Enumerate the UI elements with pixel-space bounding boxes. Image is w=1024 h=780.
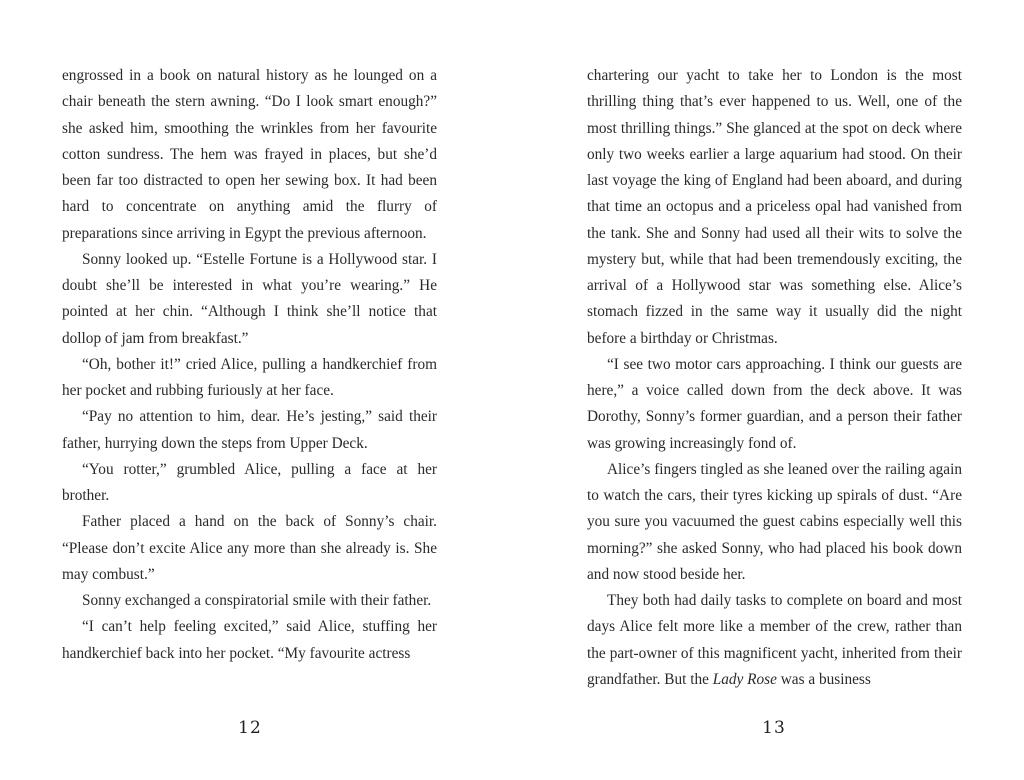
paragraph: “I see two motor cars approaching. I think our guests are here,” a voice called down from the deck above. It was Dorothy, Sonny’s former guardian, and a person their father was growing increasingly fond of. bbox=[587, 355, 962, 452]
paragraph: “Oh, bother it!” cried Alice, pulling a handkerchief from her pocket and rubbing furiously at her face. bbox=[62, 355, 437, 399]
right-page bbox=[587, 63, 962, 693]
paragraph: Sonny looked up. “Estelle Fortune is a Hollywood star. I doubt she’ll be interested in what you’re wearing.” He pointed at her chin. “Although I think she’ll notice that dollop of jam from breakfast.” bbox=[62, 250, 437, 347]
paragraph-text: was a business bbox=[776, 670, 871, 688]
paragraph: Sonny exchanged a conspiratorial smile with their father. bbox=[82, 592, 432, 609]
paragraph-text: They both had daily tasks to complete on board and most days Alice felt more like a member of the crew, rather than the part-owner of this magnificent yacht, inherited from their grandfather. But the bbox=[587, 592, 962, 688]
paragraph: “I can’t help feeling excited,” said Alice, stuffing her handkerchief back into her pocket. “My favourite actress bbox=[62, 618, 437, 662]
paragraph: engrossed in a book on natural history as he lounged on a chair beneath the stern awning. “Do I look smart enough?” she asked him, smoothing the wrinkles from her favourite cotton sundress. The hem was frayed in places, but she’d been far too distracted to open her sewing box. It had been hard to concentrate on anything amid the flurry of preparations since arriving in Egypt the previous afternoon. bbox=[62, 67, 437, 242]
paragraph: “You rotter,” grumbled Alice, pulling a face at her brother. bbox=[62, 460, 437, 504]
left-page bbox=[62, 63, 437, 667]
paragraph bbox=[587, 588, 962, 693]
paragraph: “Pay no attention to him, dear. He’s jesting,” said their father, hurrying down the steps from Upper Deck. bbox=[62, 408, 437, 452]
page-number-left: 12 bbox=[238, 718, 262, 738]
paragraph: chartering our yacht to take her to London is the most thrilling thing that’s ever happened to us. Well, one of the most thrilling things.” She glanced at the spot on deck where only two weeks earlier a large aquarium had stood. On their last voyage the king of England had been aboard, and during that time an octopus and a priceless opal had vanished from the tank. She and Sonny had used all their wits to solve the mystery but, while that had been tremendously exciting, the arrival of a Hollywood star was something else. Alice’s stomach fizzed in the same way it usually did the night before a birthday or Christmas. bbox=[587, 67, 962, 347]
paragraph: Alice’s fingers tingled as she leaned over the railing again to watch the cars, their tyres kicking up spirals of dust. “Are you sure you vacuumed the guest cabins especially well this morning?” she asked Sonny, who had placed his book down and now stood beside her. bbox=[587, 460, 962, 583]
ship-name: Lady Rose bbox=[712, 670, 777, 688]
page-number-right: 13 bbox=[762, 718, 786, 738]
paragraph: Father placed a hand on the back of Sonny’s chair. “Please don’t excite Alice any more than she already is. She may combust.” bbox=[62, 513, 437, 583]
